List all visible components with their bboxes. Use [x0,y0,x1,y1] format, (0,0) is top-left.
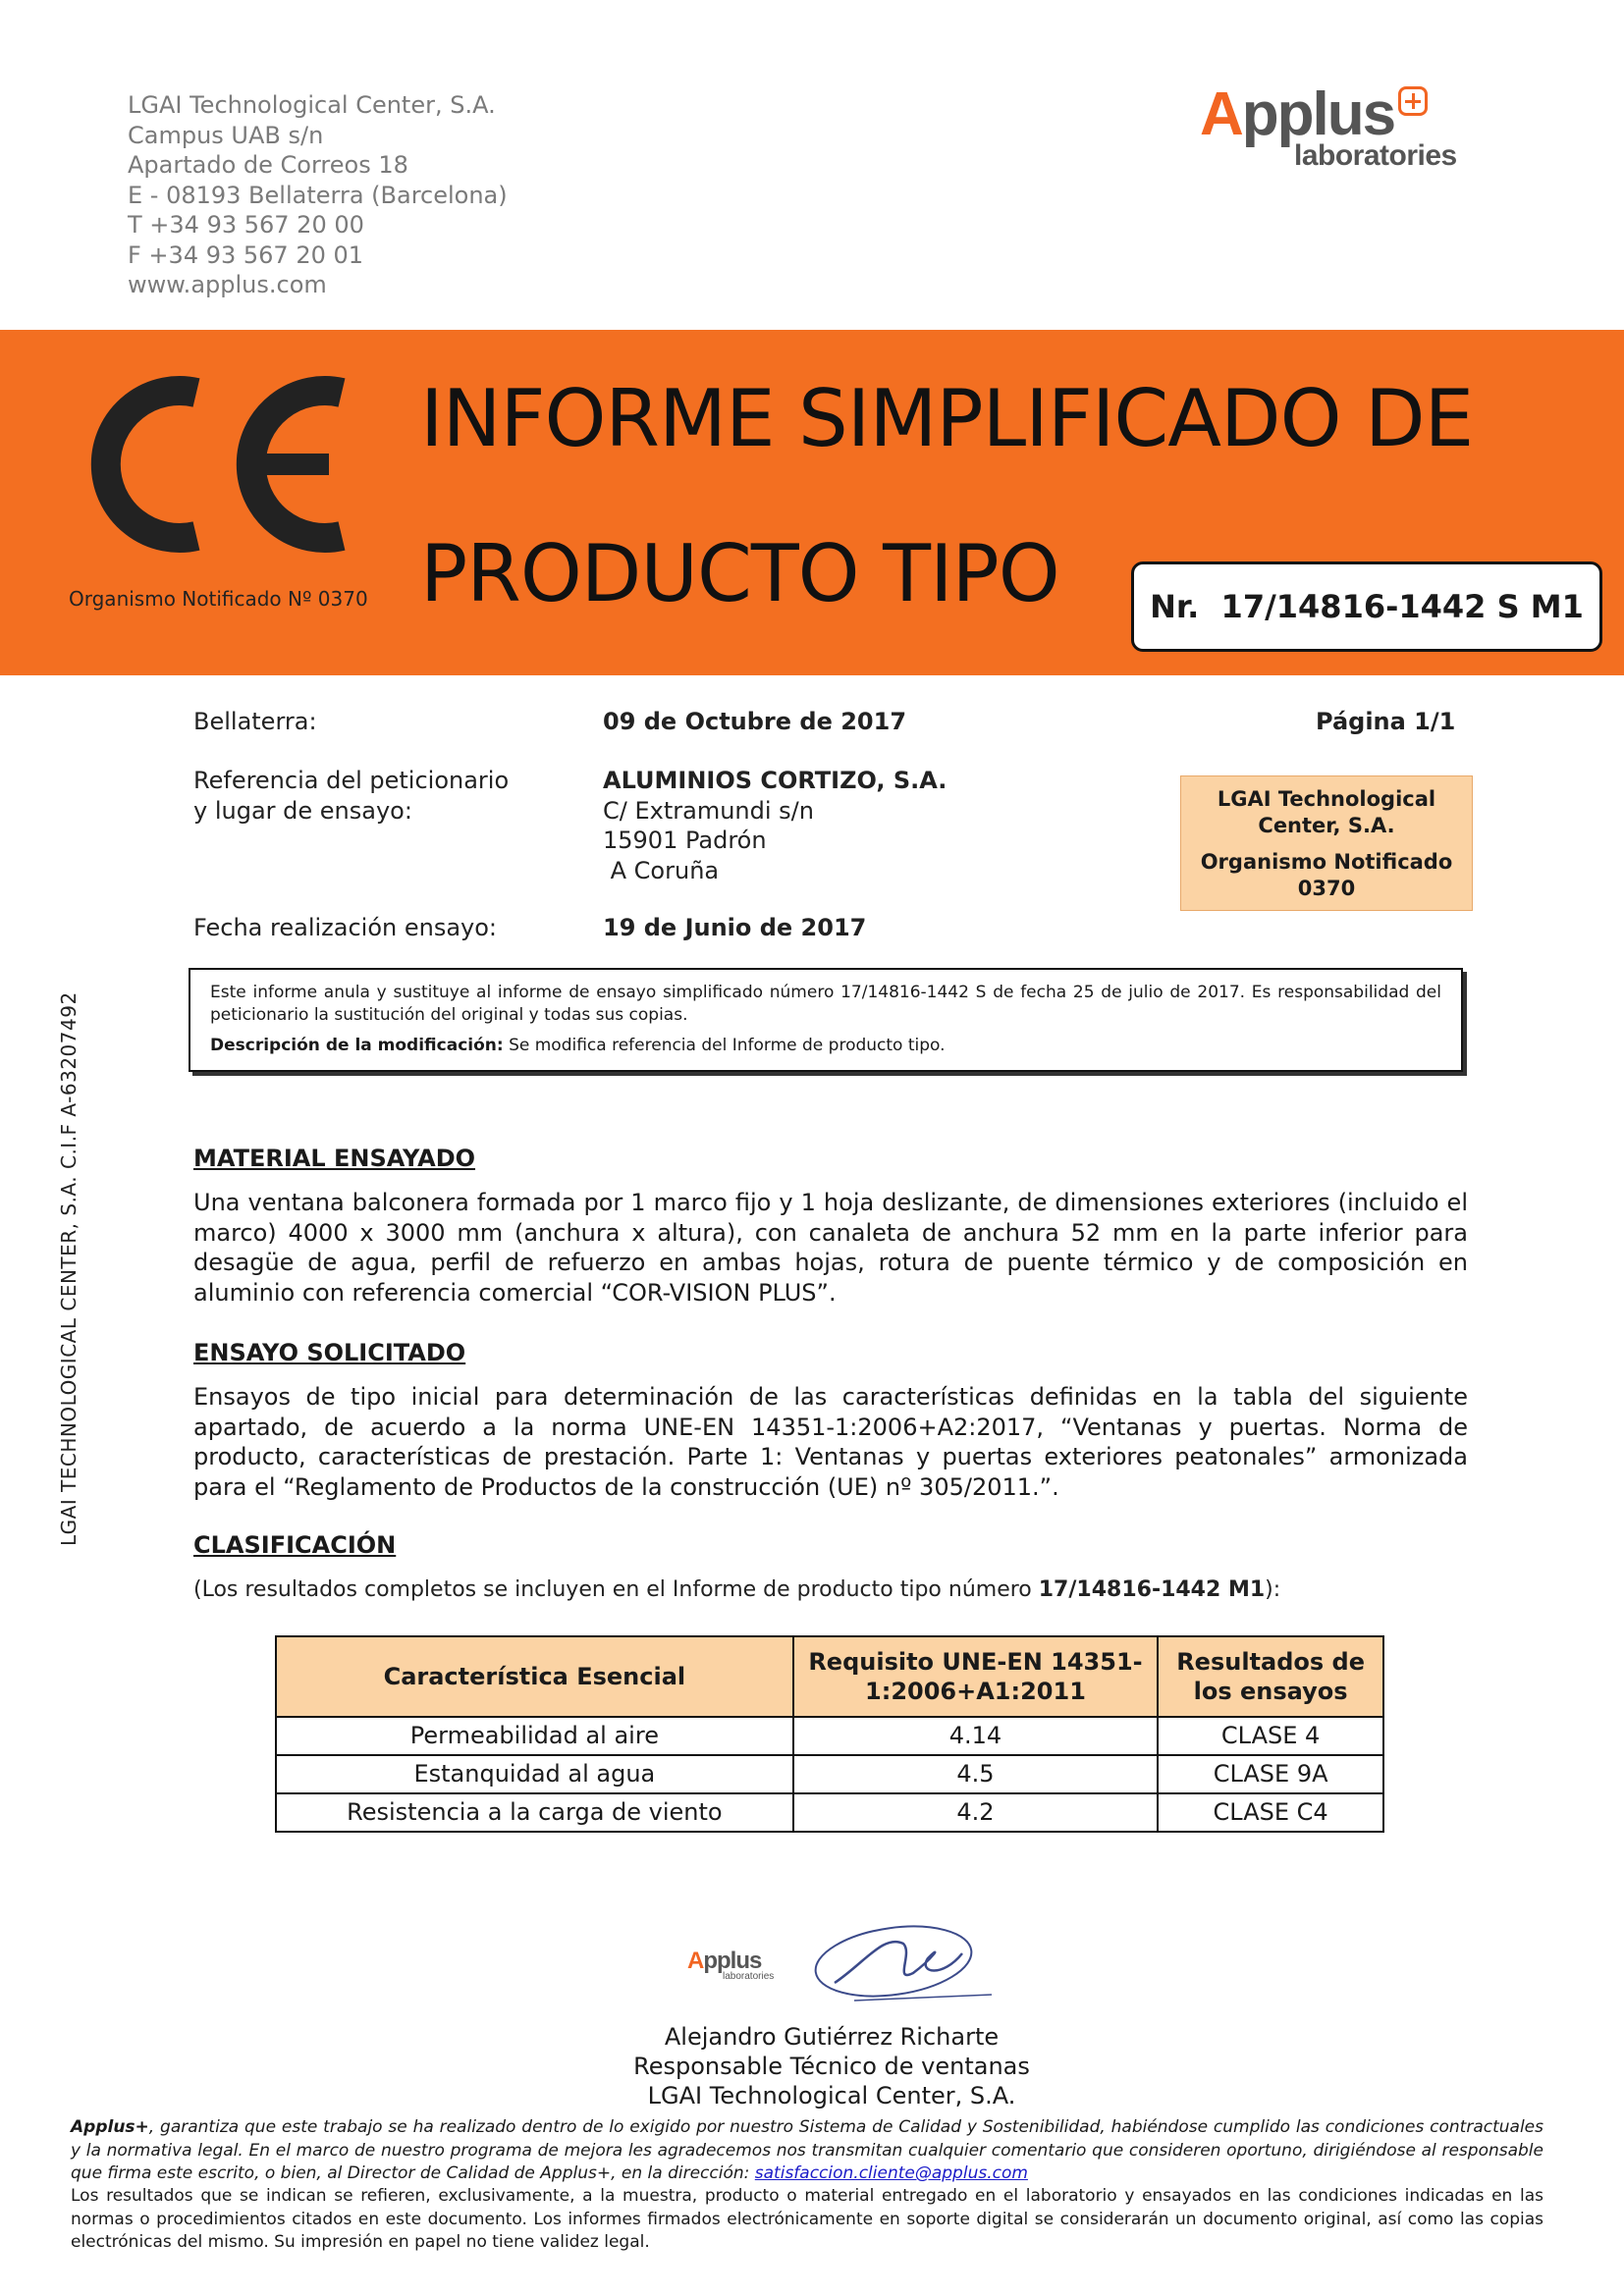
signature-applus-logo [687,1948,785,1987]
test-date: 19 de Junio de 2017 [603,914,867,941]
modification-text: Se modifica referencia del Informe de producto tipo. [503,1036,946,1055]
report-title-line1: INFORME SIMPLIFICADO DE [420,373,1474,464]
address-line: E - 08193 Bellaterra (Barcelona) [128,181,508,209]
client-company: ALUMINIOS CORTIZO, S.A. [603,767,947,794]
clasificacion-heading: CLASIFICACIÓN [193,1531,397,1559]
address-line: www.applus.com [128,271,327,298]
address-line: Campus UAB s/n [128,121,324,149]
report-number: Nr. 17/14816-1442 S M1 [1150,588,1584,625]
classification-table [275,1635,1384,1833]
signer-organization: LGAI Technological Center, S.A. [647,2082,1016,2109]
vertical-company-id: LGAI TECHNOLOGICAL CENTER, S.A. C.I.F A-63207492 [57,991,81,1546]
reference-label [193,766,509,826]
table-cell: 4.2 [793,1793,1158,1832]
lgai-box-line: Organismo Notificado [1200,850,1453,874]
material-text: Una ventana balconera formada por 1 marco fijo y 1 hoja deslizante, de dimensiones exteriores (incluido el marco) 4000 x 3000 mm (anchura x altura), con canaleta de anchura 52 mm en la parte inferior para desagüe de agua, perfil de refuerzo en ambas hojas, rotura de puente térmico y de composición en aluminio con referencia comercial “COR-VISION PLUS”. [193,1189,1468,1307]
quality-statement: Applus+, garantiza que este trabajo se ha realizado dentro de lo exigido por nuestro Sistema de Calidad y Sostenibilidad, habiéndose cumplido las condiciones contractuales y la normativa legal. En el marco de nuestro programa de mejora les agradecemos nos transmitan cualquier comentario que consideren oportuno, dirigiéndose al responsable que firma este escrito, o bien, al Director de Calidad de Applus+, en la dirección: satisfaccion.cliente@applus.com [71,2117,1543,2183]
table-row [276,1793,1383,1832]
lgai-box-line: LGAI Technological [1217,787,1436,811]
logo-subtitle: laboratories [1294,139,1457,172]
table-row [276,1717,1383,1755]
clasificacion-note: (Los resultados completos se incluyen en el Informe de producto tipo número 17/14816-1442 M1): [193,1577,1281,1602]
reference-label-line: y lugar de ensayo: [193,796,412,825]
lgai-stamp-box [1180,775,1473,911]
lgai-box-line: 0370 [1297,877,1356,900]
reference-label-line: Referencia del peticionario [193,767,510,794]
notified-body-label: Organismo Notificado Nº 0370 [69,587,368,611]
table-row [276,1755,1383,1793]
report-date: 09 de Octubre de 2017 [603,708,907,735]
contact-email-link[interactable]: satisfaccion.cliente@applus.com [754,2163,1028,2183]
column-header: Requisito UNE-EN 14351-1:2006+A1:2011 [793,1636,1158,1717]
material-heading: MATERIAL ENSAYADO [193,1145,476,1172]
report-title-line2: PRODUCTO TIPO [420,528,1059,619]
report-number-box [1131,561,1602,652]
sender-address [128,90,508,300]
signer-name: Alejandro Gutiérrez Richarte [664,2023,1000,2051]
client-address-line: A Coruña [603,856,720,884]
handwritten-signature [795,1914,1001,2012]
client-address-line: 15901 Padrón [603,827,767,854]
address-line: T +34 93 567 20 00 [128,211,364,239]
supersedes-notice [189,968,1463,1072]
signer-role: Responsable Técnico de ventanas [633,2053,1030,2080]
table-cell: CLASE 9A [1158,1755,1383,1793]
modification-line [210,1035,1441,1057]
place-label: Bellaterra: [193,708,317,735]
table-cell: Resistencia a la carga de viento [276,1793,793,1832]
lgai-box-line: Center, S.A. [1258,814,1395,837]
table-cell: 4.5 [793,1755,1158,1793]
client-address-line: C/ Extramundi s/n [603,796,814,825]
ce-mark-icon [79,371,353,558]
signature-logo-wordmark: Applus [687,1948,762,1974]
table-cell: Estanquidad al agua [276,1755,793,1793]
plus-icon [1398,86,1428,116]
table-cell: CLASE C4 [1158,1793,1383,1832]
table-cell: 4.14 [793,1717,1158,1755]
signature-logo-subtitle: laboratories [723,1971,775,1982]
test-date-label: Fecha realización ensayo: [193,914,497,941]
column-header: Característica Esencial [276,1636,793,1717]
table-cell: Permeabilidad al aire [276,1717,793,1755]
modification-label: Descripción de la modificación: [210,1036,504,1055]
table-header-row [276,1636,1383,1717]
address-line: Apartado de Correos 18 [128,151,408,179]
notice-text: Este informe anula y sustituye al informe de ensayo simplificado número 17/14816-1442 S de fecha 25 de julio de 2017. Es responsabilidad del peticionario la sustitución del original y todas sus copias. [210,983,1441,1025]
client-block [603,766,947,885]
logo-wordmark: Applus [1200,80,1395,148]
ensayo-heading: ENSAYO SOLICITADO [193,1339,466,1366]
table-cell: CLASE 4 [1158,1717,1383,1755]
address-line: F +34 93 567 20 01 [128,240,364,269]
applus-logo [1200,80,1465,179]
address-line: LGAI Technological Center, S.A. [128,91,496,119]
footer-brand: Applus+ [71,2117,149,2137]
legal-disclaimer: Los resultados que se indican se refieren, exclusivamente, a la muestra, producto o material entregado en el laboratorio y ensayados en las condiciones indicadas en las normas o procedimientos citados en este documento. Los informes firmados electrónicamente en soporte digital se considerarán un documento original, así como las copias electrónicas del mismo. Su impresión en papel no tiene validez legal. [71,2186,1543,2252]
page-number: Página 1/1 [1316,708,1456,735]
ensayo-text: Ensayos de tipo inicial para determinación de las características definidas en la tabla del siguiente apartado, de acuerdo a la norma UNE-EN 14351-1:2006+A2:2017, “Ventanas y puertas. Norma de producto, características de prestación. Parte 1: Ventanas y puertas exteriores peatonales” armonizada para el “Reglamento de Productos de la construcción (UE) nº 305/2011.”. [193,1383,1468,1501]
column-header: Resultados de los ensayos [1158,1636,1383,1717]
